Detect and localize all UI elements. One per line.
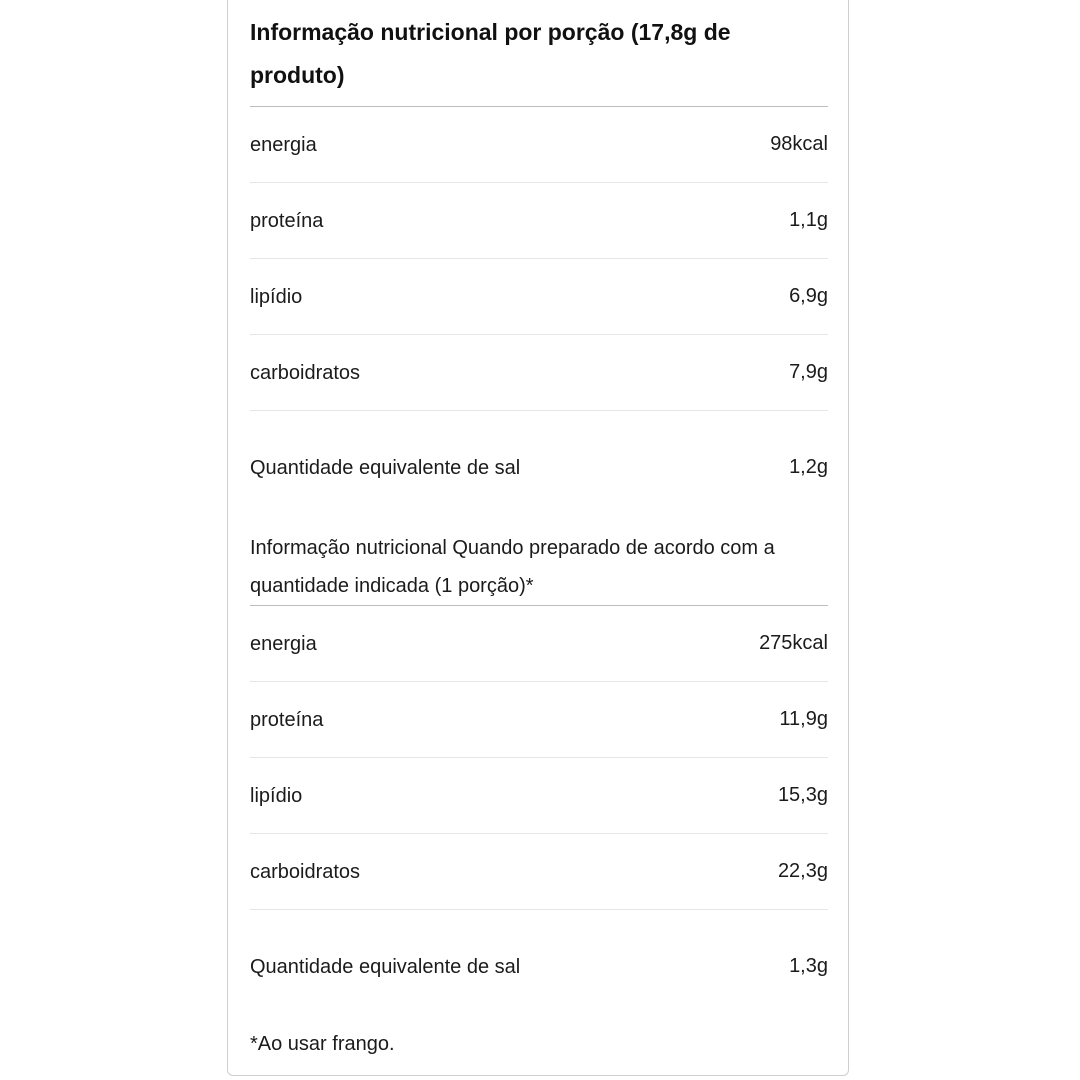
nutrient-value: 98kcal [770,133,828,155]
nutrient-value: 15,3g [777,784,828,806]
table-row [250,335,828,411]
footnote: *Ao usar frango. [250,1033,395,1055]
nutrient-label: energia [250,133,317,156]
nutrient-value: 22,3g [777,860,828,882]
table-row [250,910,828,1023]
nutrient-label: energia [250,632,317,655]
nutrient-label: proteína [250,708,324,731]
nutrient-value: 1,1g [789,209,828,231]
table-row [250,758,828,834]
nutrition-content [250,0,828,1063]
nutrient-value: 6,9g [789,285,828,307]
nutrient-label: lipídio [250,784,303,807]
table-row [250,682,828,758]
nutrient-value: 1,2g [789,456,828,478]
table-row [250,606,828,682]
table-row [250,183,828,259]
nutrient-label: lipídio [250,285,303,308]
section1-title: Informação nutricional por porção (17,8g de produto) [250,19,731,88]
table-row [250,834,828,910]
nutrient-value: 11,9g [779,708,828,730]
nutrient-value: 7,9g [789,361,828,383]
nutrient-value: 1,3g [789,955,828,977]
table-row [250,259,828,335]
table-row [250,411,828,524]
nutrient-label: carboidratos [250,860,361,883]
section2-title: Informação nutricional Quando preparado de acordo com a quantidade indicada (1 porção)* [250,537,775,597]
table-row [250,107,828,183]
nutrient-label: carboidratos [250,361,361,384]
nutrient-label: Quantidade equivalente de sal [250,456,521,479]
nutrient-label: Quantidade equivalente de sal [250,955,521,978]
nutrient-label: proteína [250,209,324,232]
nutrient-value: 275kcal [759,632,828,654]
